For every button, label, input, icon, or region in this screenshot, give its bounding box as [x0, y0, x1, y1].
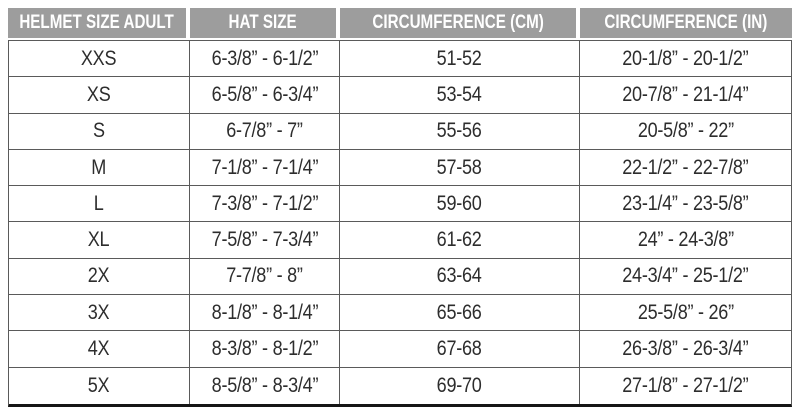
- table-cell-value: 26-3/8” - 26-3/4”: [622, 337, 749, 361]
- table-cell: [190, 114, 340, 149]
- table-cell-value: 4X: [88, 337, 110, 361]
- table-cell: [580, 150, 791, 185]
- table-cell-value: 7-7/8” - 8”: [226, 264, 303, 288]
- table-cell-value: 7-3/8” - 7-1/2”: [211, 191, 318, 215]
- table-cell: [190, 331, 340, 366]
- table-cell: [190, 77, 340, 112]
- table-cell-value: 65-66: [437, 300, 482, 324]
- table-cell: [9, 331, 190, 366]
- table-cell-value: 6-5/8” - 6-3/4”: [211, 82, 318, 106]
- table-cell: [340, 295, 580, 330]
- table-cell-value: 7-5/8” - 7-3/4”: [211, 228, 318, 252]
- table-row: [9, 368, 791, 404]
- table-cell-value: 20-7/8” - 21-1/4”: [622, 82, 749, 106]
- table-row: [9, 222, 791, 258]
- table-cell: [580, 295, 791, 330]
- table-cell-value: L: [94, 191, 104, 215]
- table-cell: [580, 41, 791, 76]
- table-cell: [340, 77, 580, 112]
- table-cell: [340, 114, 580, 149]
- table-row: [9, 150, 791, 186]
- table-row: [9, 295, 791, 331]
- table-cell-value: 20-5/8” - 22”: [637, 119, 734, 143]
- table-cell-value: 63-64: [437, 264, 482, 288]
- table-row: [9, 259, 791, 295]
- table-cell: [190, 186, 340, 221]
- table-row: [9, 41, 791, 77]
- table-cell-value: 57-58: [437, 155, 482, 179]
- column-header-circumference-cm: [340, 8, 580, 38]
- table-cell-value: 24” - 24-3/8”: [637, 228, 734, 252]
- table-cell: [340, 331, 580, 366]
- table-cell: [9, 295, 190, 330]
- table-cell: [190, 150, 340, 185]
- table-cell: [340, 368, 580, 404]
- column-header-label: HAT SIZE: [228, 12, 298, 33]
- table-cell: [190, 368, 340, 404]
- table-cell: [580, 222, 791, 257]
- table-cell: [9, 186, 190, 221]
- table-cell-value: 27-1/8” - 27-1/2”: [622, 373, 749, 397]
- table-cell-value: 3X: [88, 300, 110, 324]
- table-cell-value: XL: [88, 228, 110, 252]
- table-cell-value: M: [91, 155, 107, 179]
- table-cell: [580, 368, 791, 404]
- table-cell-value: S: [93, 119, 105, 143]
- helmet-size-chart: [8, 8, 792, 407]
- table-cell: [190, 259, 340, 294]
- table-cell: [340, 259, 580, 294]
- column-header-label: CIRCUMFERENCE (CM): [372, 12, 544, 33]
- table-row: [9, 186, 791, 222]
- table-cell-value: 8-3/8” - 8-1/2”: [211, 337, 318, 361]
- table-cell-value: 61-62: [437, 228, 482, 252]
- table-cell-value: 24-3/4” - 25-1/2”: [622, 264, 749, 288]
- table-cell-value: 7-1/8” - 7-1/4”: [211, 155, 318, 179]
- table-cell: [9, 77, 190, 112]
- table-cell-value: 2X: [88, 264, 110, 288]
- table-cell: [190, 295, 340, 330]
- table-cell: [340, 222, 580, 257]
- table-cell: [340, 186, 580, 221]
- table-cell-value: 23-1/4” - 23-5/8”: [622, 191, 749, 215]
- table-cell-value: 6-7/8” - 7”: [226, 119, 303, 143]
- table-cell: [340, 150, 580, 185]
- table-cell-value: 22-1/2” - 22-7/8”: [622, 155, 749, 179]
- table-cell: [580, 259, 791, 294]
- table-cell: [9, 222, 190, 257]
- table-cell: [340, 41, 580, 76]
- column-header-label: HELMET SIZE ADULT: [19, 12, 175, 33]
- table-cell-value: XS: [87, 82, 111, 106]
- table-cell-value: 59-60: [437, 191, 482, 215]
- table-cell-value: XXS: [81, 46, 117, 70]
- table-cell: [9, 41, 190, 76]
- table-cell-value: 8-1/8” - 8-1/4”: [211, 300, 318, 324]
- table-row: [9, 331, 791, 367]
- table-cell: [580, 114, 791, 149]
- table-cell: [580, 331, 791, 366]
- column-header-helmet-size: [8, 8, 190, 38]
- table-cell-value: 8-5/8” - 8-3/4”: [211, 373, 318, 397]
- table-cell: [9, 114, 190, 149]
- table-row: [9, 77, 791, 113]
- table-cell-value: 20-1/8” - 20-1/2”: [622, 46, 749, 70]
- table-cell-value: 51-52: [437, 46, 482, 70]
- column-header-hat-size: [190, 8, 340, 38]
- table-cell: [580, 77, 791, 112]
- table-cell-value: 69-70: [437, 373, 482, 397]
- table-header-row: [8, 8, 792, 38]
- table-cell: [190, 222, 340, 257]
- table-cell: [9, 368, 190, 404]
- table-cell-value: 5X: [88, 373, 110, 397]
- table-cell-value: 55-56: [437, 119, 482, 143]
- table-cell: [190, 41, 340, 76]
- table-cell-value: 25-5/8” - 26”: [637, 300, 734, 324]
- table-cell-value: 53-54: [437, 82, 482, 106]
- table-cell: [9, 150, 190, 185]
- table-row: [9, 114, 791, 150]
- column-header-circumference-in: [580, 8, 792, 38]
- column-header-label: CIRCUMFERENCE (IN): [604, 12, 768, 33]
- table-cell-value: 6-3/8” - 6-1/2”: [211, 46, 318, 70]
- table-cell: [9, 259, 190, 294]
- table-cell: [580, 186, 791, 221]
- table-body: [8, 40, 792, 407]
- table-cell-value: 67-68: [437, 337, 482, 361]
